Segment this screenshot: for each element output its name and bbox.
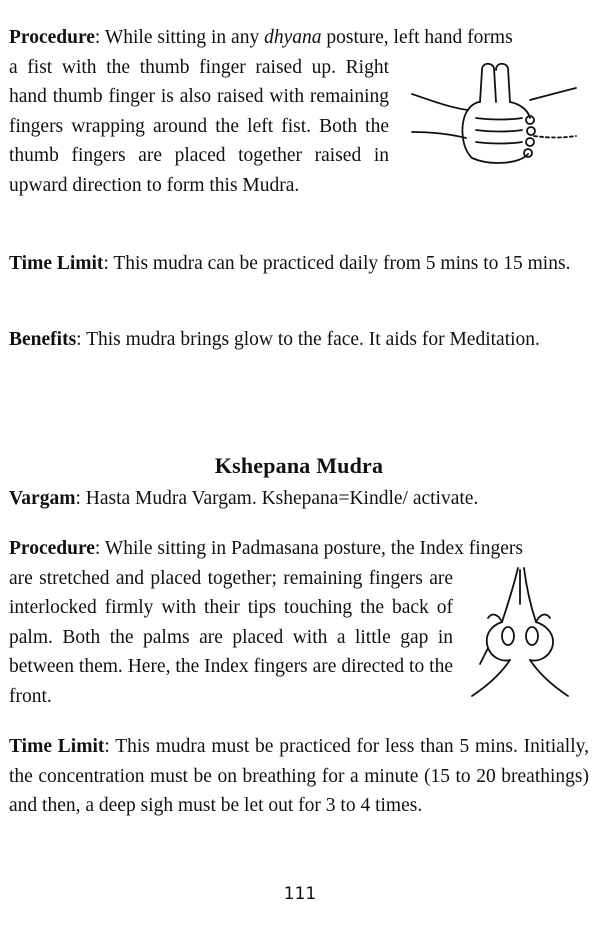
vargam-text: : Hasta Mudra Vargam. Kshepana=Kindle/ activate. xyxy=(75,488,479,509)
procedure-label: Procedure xyxy=(9,27,95,48)
procedure-2-label: Procedure xyxy=(9,538,95,559)
procedure-emphasis: dhyana xyxy=(264,27,322,48)
kshepana-mudra-illustration xyxy=(462,564,580,700)
time-limit-2-label: Time Limit xyxy=(9,736,105,757)
time-limit-1 xyxy=(9,249,589,279)
benefits-label: Benefits xyxy=(9,329,77,350)
vargam-label: Vargam xyxy=(9,488,76,509)
benefits-text: : This mudra brings glow to the face. It aids for Meditation. xyxy=(76,329,540,350)
time-limit-label: Time Limit xyxy=(9,253,104,274)
thumbs-mudra-illustration xyxy=(410,58,580,170)
time-limit-2-text: : This mudra must be practiced for less than 5 mins. Initially, the concentration must be on breathing for a minute (15 to 20 breathings) and then, a deep sigh must be let out for 3 to 4 times. xyxy=(9,736,589,817)
procedure-2-line1: : While sitting in Padmasana posture, the Index fingers xyxy=(94,538,523,559)
page-number: 111 xyxy=(283,884,317,904)
benefits xyxy=(9,325,589,355)
time-limit-text: : This mudra can be practiced daily from 5 mins to 15 mins. xyxy=(103,253,571,274)
vargam xyxy=(9,484,589,514)
section-title: Kshepana Mudra xyxy=(214,453,384,478)
procedure-line1-b: posture, left hand forms xyxy=(321,27,513,48)
procedure-2-text: are stretched and placed together; remaining fingers are interlocked firmly with their tips touching the back of palm. Both the palms are placed with a little gap in between them. Here, the Index fingers are directed to the front. xyxy=(9,567,453,707)
time-limit-2 xyxy=(9,732,589,821)
procedure-line1-a: : While sitting in any xyxy=(94,27,265,48)
procedure-1-text: a fist with the thumb finger raised up. Right hand thumb finger is also raised with remaining fingers wrapping around the left fist. Both the thumb fingers are placed together raised in upward direction to form this Mudra. xyxy=(9,56,389,196)
